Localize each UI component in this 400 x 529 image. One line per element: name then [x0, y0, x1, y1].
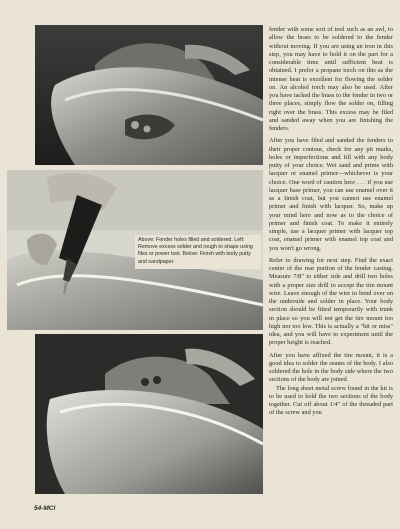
- page-number: 54-MCI: [34, 505, 56, 512]
- photo-fender-soldered: [35, 25, 263, 165]
- article-text-column: [269, 26, 393, 501]
- body-paragraph: After you have affixed the tire mount, it is a good idea to solder the seams of the body. I also soldered the hole in the body side where the two sections of the body are joined.: [269, 351, 393, 384]
- photo-fender-finished-image: [35, 334, 263, 494]
- body-paragraph: Refer to drawing for next step. Find the exact center of the rear portion of the fender casting. Measure 7/8" to either side and drill two holes with a proper size drill to accept the tire mount wire. Leave enough of the wire to bend over on the underside and solder in place. Your body section should be fitted temporarily with trunk in place so you will not get the tire mount too high nor too low. This is actually a "hit or miss" idea, and you will have to experiment until the proper height is reached.: [269, 256, 393, 347]
- photo-fender-soldered-image: [35, 25, 263, 165]
- photo-fender-finished: [35, 334, 263, 494]
- body-paragraph: The long sheet metal screw found in the kit is to be used to hold the two sections of the body together. Cut off about 1/4" of the threaded part of the screw and you: [269, 384, 393, 417]
- photo-caption: Above: Fender holes filled and soldered. Left: Remove excess solder and rough to shape using files or power tool. Below: Finish with body putty and sandpaper.: [135, 235, 261, 269]
- body-paragraph: After you have filed and sanded the fenders to their proper contour, check for any pit marks, holes or imperfections and fill with any body putty of your choice. Wet sand and prime with lacquer or enamel primer—whichever is your choice. One word of caution here . . . if you use lacquer base primer, you can use enamel over it as a finish coat, but you cannot use enamel primer and finish with lacquer. So, make up your mind here and now as to the choice of primer and finish coat. To make it entirely simple, use a lacquer primer with lacquer top coat, enamel primer with enamel top coat and you won't go wrong.: [269, 137, 393, 252]
- body-paragraph: fender with some sort of tool such as an awl, to allow the brass to be soldered to the fender without moving. If you are using an iron in this step, you may have to hold it on the part for a considerable time until sufficient heat is obtained. I prefer a propane torch on this as the intense heat is excellent for flowing the solder on. An alcohol torch may also be used. After you have tacked the brass to the fender in two or three places, simply flow the solder on, filling right over the brass. This excess may be filed and sanded away when you are finishing the fenders.: [269, 26, 393, 132]
